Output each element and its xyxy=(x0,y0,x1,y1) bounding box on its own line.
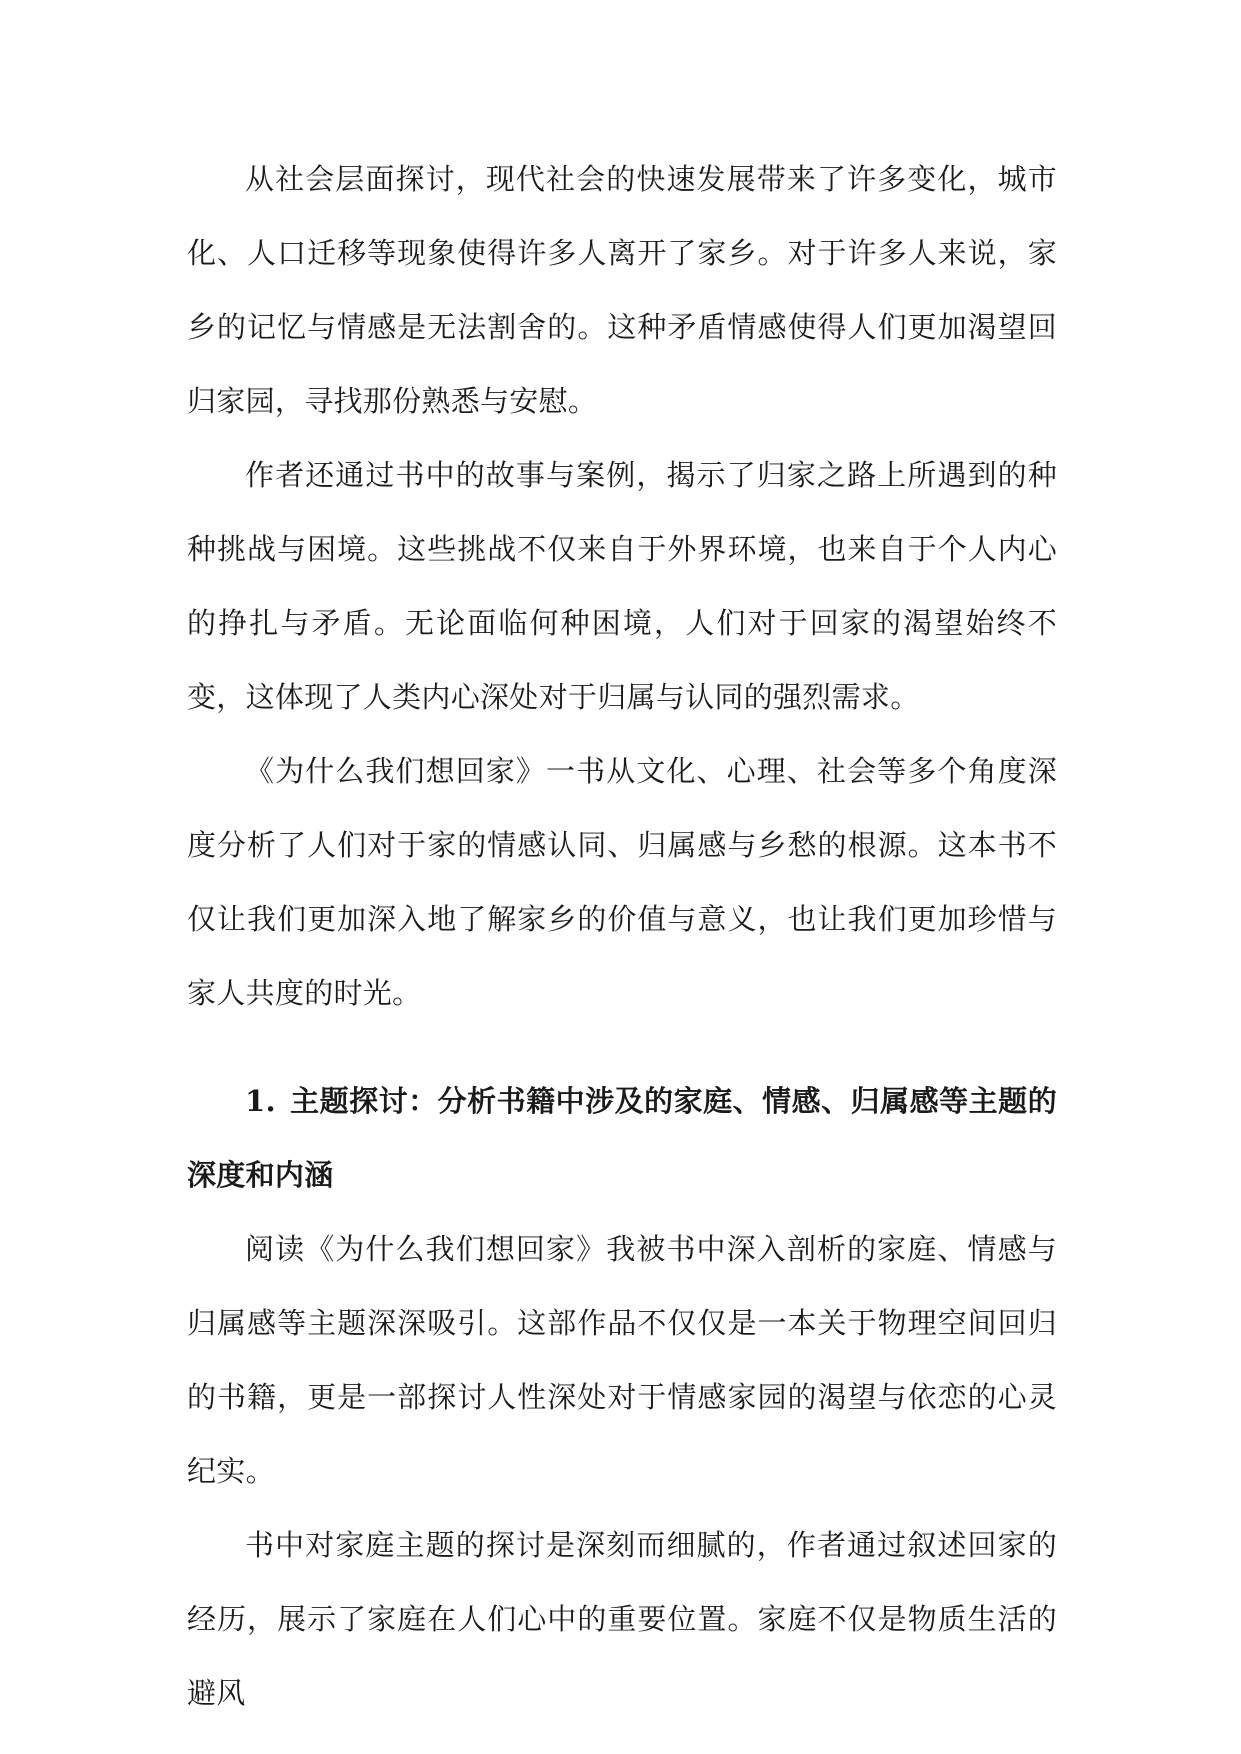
body-paragraph: 《为什么我们想回家》一书从文化、心理、社会等多个角度深度分析了人们对于家的情感认同、归属感与乡愁的根源。这本书不仅让我们更加深入地了解家乡的价值与意义，也让我们更加珍惜与家人共度的时光。 xyxy=(187,754,1057,1010)
body-paragraph: 阅读《为什么我们想回家》我被书中深入剖析的家庭、情感与归属感等主题深深吸引。这部作品不仅仅是一本关于物理空间回归的书籍，更是一部探讨人性深处对于情感家园的渴望与依恋的心灵纪实。 xyxy=(187,1232,1057,1488)
section-title: 主题探讨：分析书籍中涉及的家庭、情感、归属感等主题的深度和内涵 xyxy=(187,1084,1057,1192)
body-paragraph: 书中对家庭主题的探讨是深刻而细腻的，作者通过叙述回家的经历，展示了家庭在人们心中的重要位置。家庭不仅是物质生活的避风 xyxy=(187,1528,1057,1710)
body-paragraph: 作者还通过书中的故事与案例，揭示了归家之路上所遇到的种种挑战与困境。这些挑战不仅来自于外界环境，也来自于个人内心的挣扎与矛盾。无论面临何种困境，人们对于回家的渴望始终不变，这体现了人类内心深处对于归属与认同的强烈需求。 xyxy=(187,458,1057,714)
section-heading xyxy=(187,1064,1057,1212)
body-paragraph: 从社会层面探讨，现代社会的快速发展带来了许多变化，城市化、人口迁移等现象使得许多人离开了家乡。对于许多人来说，家乡的记忆与情感是无法割舍的。这种矛盾情感使得人们更加渴望回归家园，寻找那份熟悉与安慰。 xyxy=(187,162,1057,418)
section-number: 1. xyxy=(245,1084,276,1118)
document-body xyxy=(187,142,1057,1730)
